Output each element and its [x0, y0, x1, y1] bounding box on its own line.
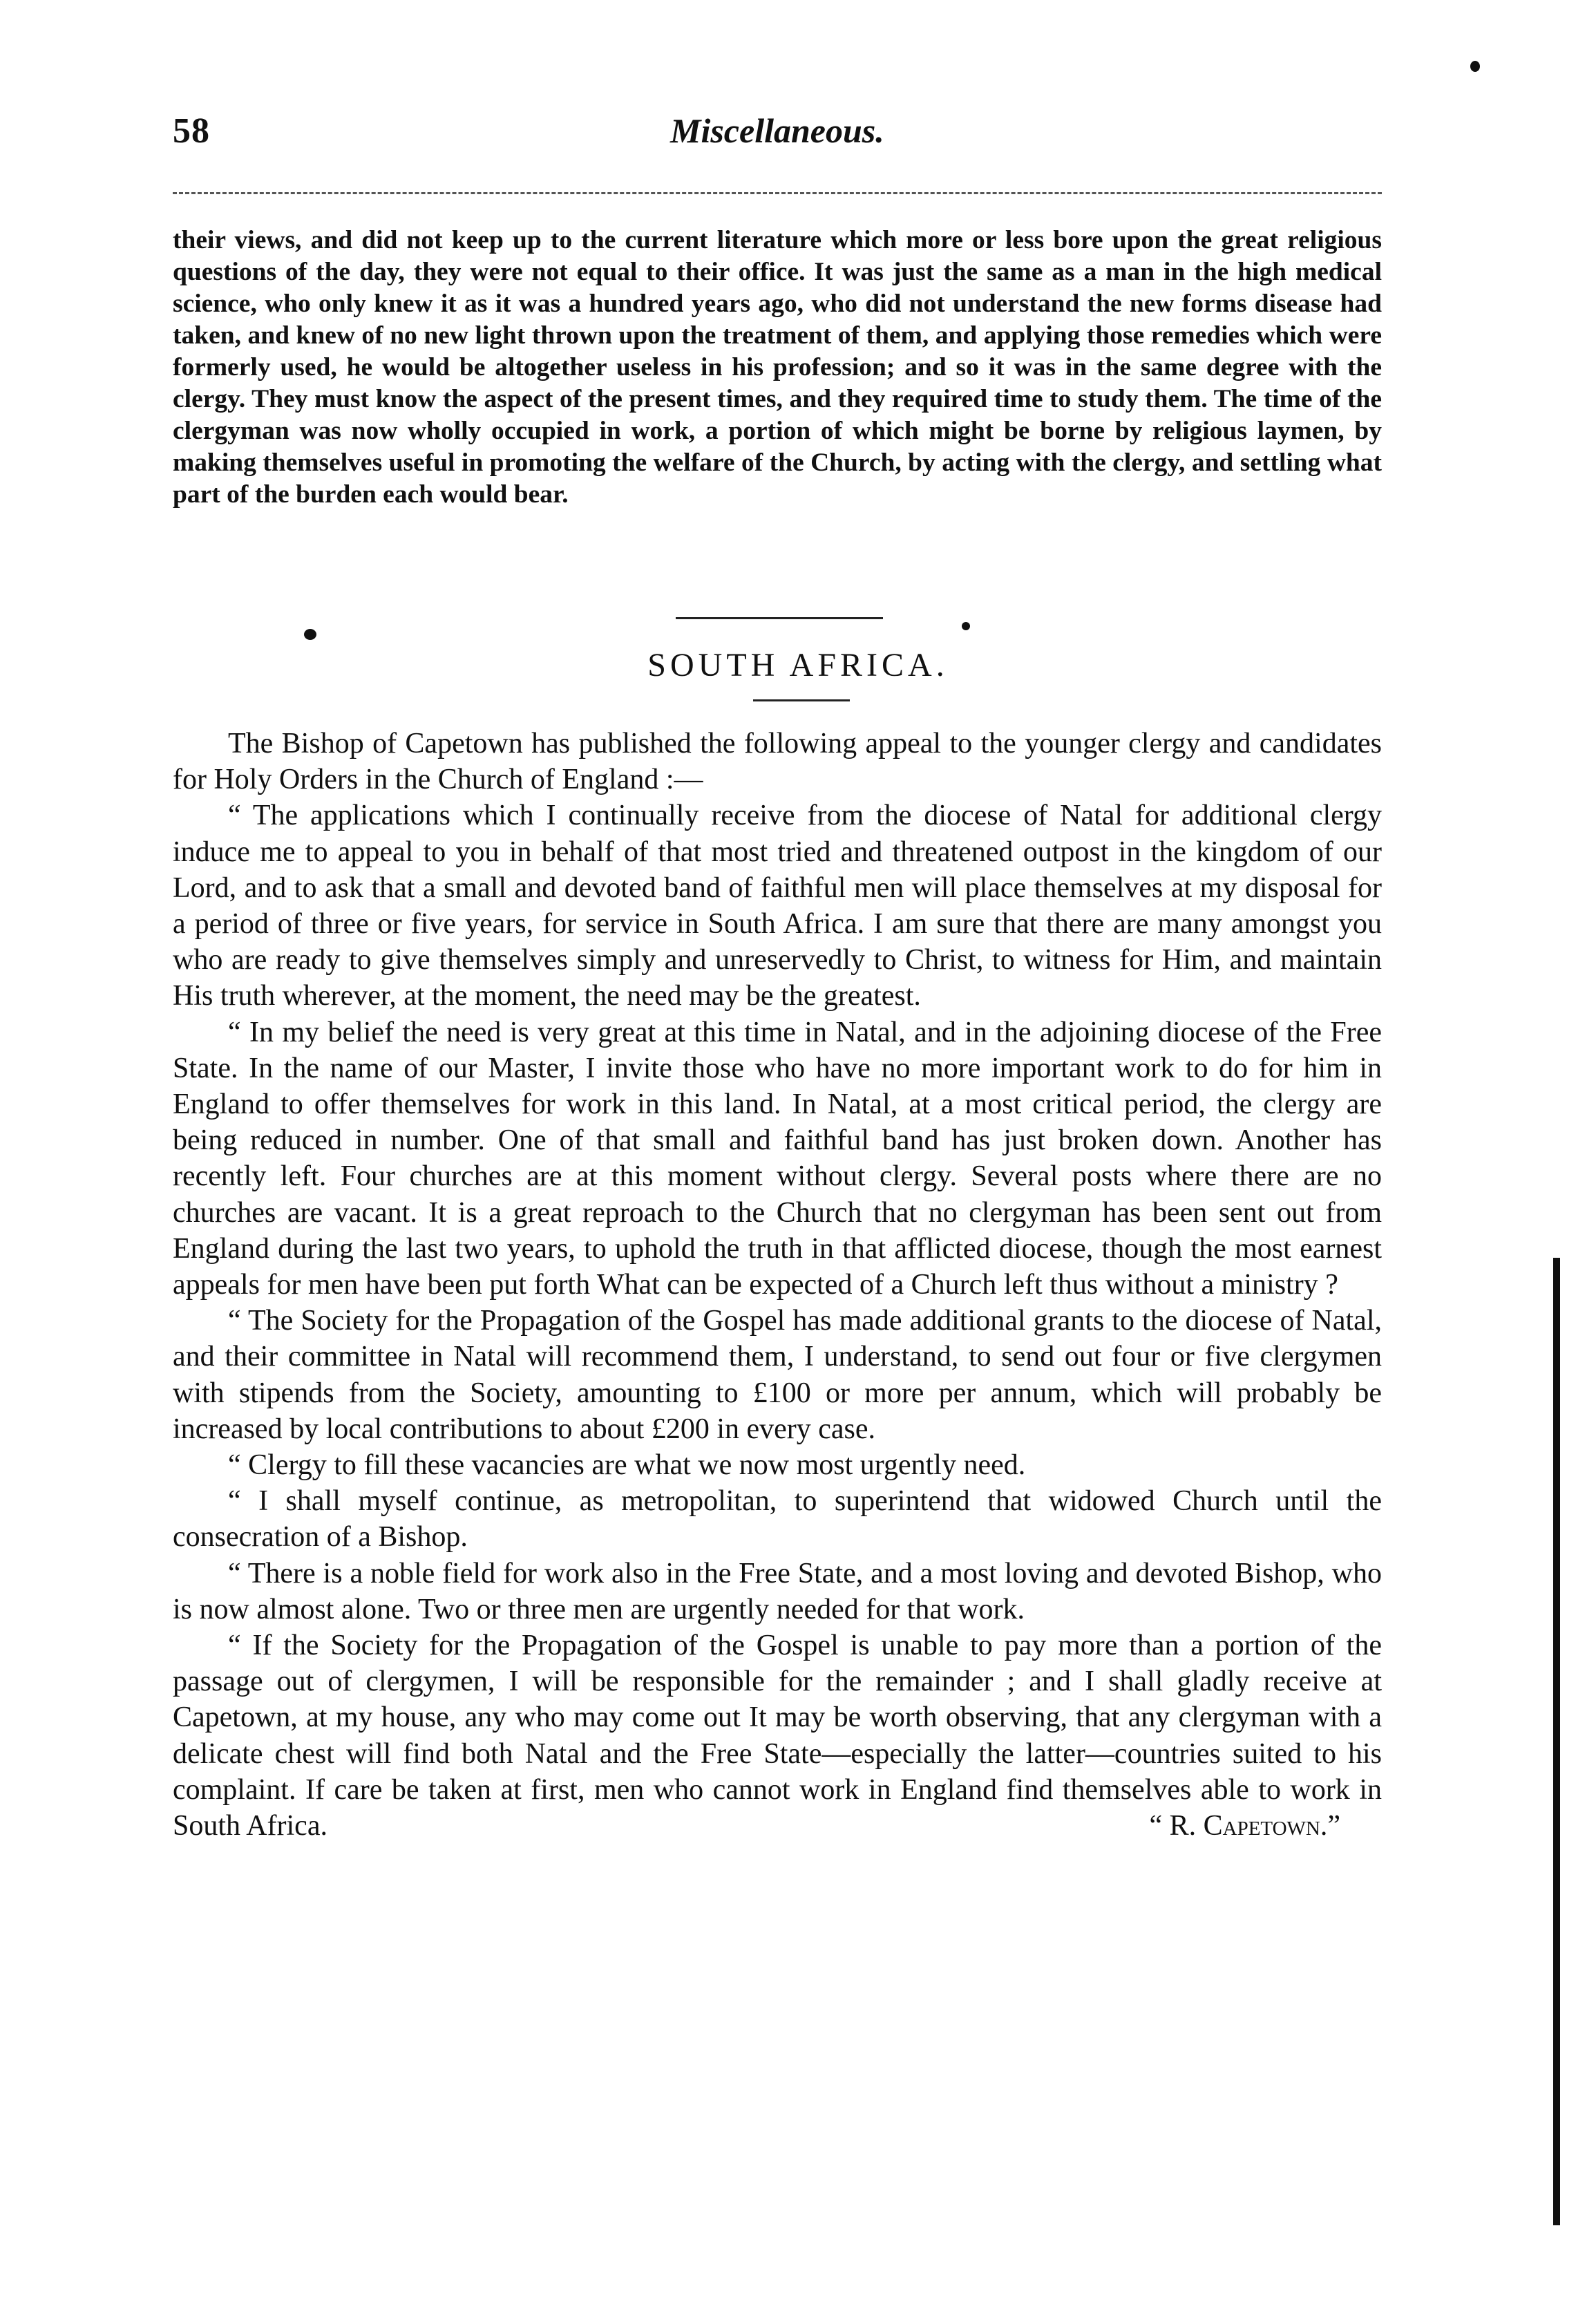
running-title: Miscellaneous. — [670, 111, 884, 150]
page-number: 58 — [173, 111, 210, 151]
section-heading: SOUTH AFRICA. — [647, 647, 949, 683]
running-header — [173, 111, 1382, 166]
body-paragraph: “ In my belief the need is very great at this time in Natal, and in the adjoining diocese of the Free State. In the name of our Master, I invite those who have no more important work to do for him in England to offer themselves for work in this land. In Natal, at a most critical period, the clergy are being reduced in number. One of that small and faithful band has just broken down. Another has recently left. Four churches are at this moment without clergy. Several posts where there are no churches are vacant. It is a great reproach to the Church that no clergyman has been sent out from England during the last two years, to uphold the truth in that afflicted diocese, though the most earnest appeals for men have been put forth What can be expected of a Church left thus without a ministry ? — [173, 1016, 1382, 1301]
body-paragraph: “ I shall myself continue, as metropolitan, to superintend that widowed Church until the consecration of a Bishop. — [173, 1485, 1382, 1554]
scan-speck — [962, 622, 970, 630]
body-paragraph: “ The Society for the Propagation of the Gospel has made additional grants to the diocese of Natal, and their committee in Natal will recommend them, I understand, to send out four or five clergymen with stipends from the Society, amounting to £100 or more per annum, which will probably be increased by local contributions to about £200 in every case. — [173, 1305, 1382, 1445]
header-rule — [173, 192, 1382, 194]
section-divider — [676, 617, 883, 619]
signature: “ R. Capetown.” — [1149, 1810, 1340, 1842]
scan-speck — [1470, 61, 1480, 72]
body-paragraph — [173, 1628, 1382, 1844]
body-paragraph: “ There is a noble field for work also in the Free State, and a most loving and devoted Bishop, who is now almost alone. Two or three men are urgently needed for that work. — [173, 1557, 1382, 1625]
heading-underline — [753, 699, 850, 701]
body-paragraph: “ Clergy to fill these vacancies are what we now most urgently need. — [228, 1449, 1026, 1482]
margin-scan-mark — [1553, 1258, 1560, 2225]
body-paragraph: “ The applications which I continually receive from the diocese of Natal for additional clergy induce me to appeal to you in behalf of that most tried and threatened outpost in the kingdom of our Lord, and to ask that a small and devoted band of faithful men will place themselves at my disposal for a period of three or five years, for service in South Africa. I am sure that there are many amongst you who are ready to give themselves simply and unreservedly to Christ, to witness for Him, and maintain His truth wherever, at the moment, the need may be the greatest. — [173, 800, 1382, 1012]
final-paragraph-text: “ If the Society for the Propagation of the Gospel is unable to pay more than a portion of the passage out of clergymen, I will be responsible for the remainder ; and I shall gladly receive at Capetown, at my house, any who may come out It may be worth observing, that any clergyman with a delicate chest will find both Natal and the Free State—especially the latter—countries suited to his complaint. If care be taken at first, men who cannot work in England find themselves able to work in South Africa. — [173, 1630, 1382, 1842]
continued-paragraph: their views, and did not keep up to the current literature which more or less bore upon the great religious questions of the day, they were not equal to their office. It was just the same as a man in the high medical science, who only knew it as it was a hundred years ago, who did not understand the new forms disease had taken, and knew of no new light thrown upon the treatment of them, and applying those remedies which were formerly used, he would be altogether useless in his profession; and so it was in the same degree with the clergy. They must know the aspect of the present times, and they required time to study them. The time of the clergyman was now wholly occupied in work, a portion of which might be borne by religious laymen, by making themselves useful in promoting the welfare of the Church, by acting with the clergy, and settling what part of the burden each would bear. — [173, 226, 1382, 509]
scan-speck — [304, 629, 316, 640]
article-body — [173, 726, 1382, 1844]
body-paragraph: The Bishop of Capetown has published the following appeal to the younger clergy and candidates for Holy Orders in the Church of England :— — [173, 728, 1382, 796]
